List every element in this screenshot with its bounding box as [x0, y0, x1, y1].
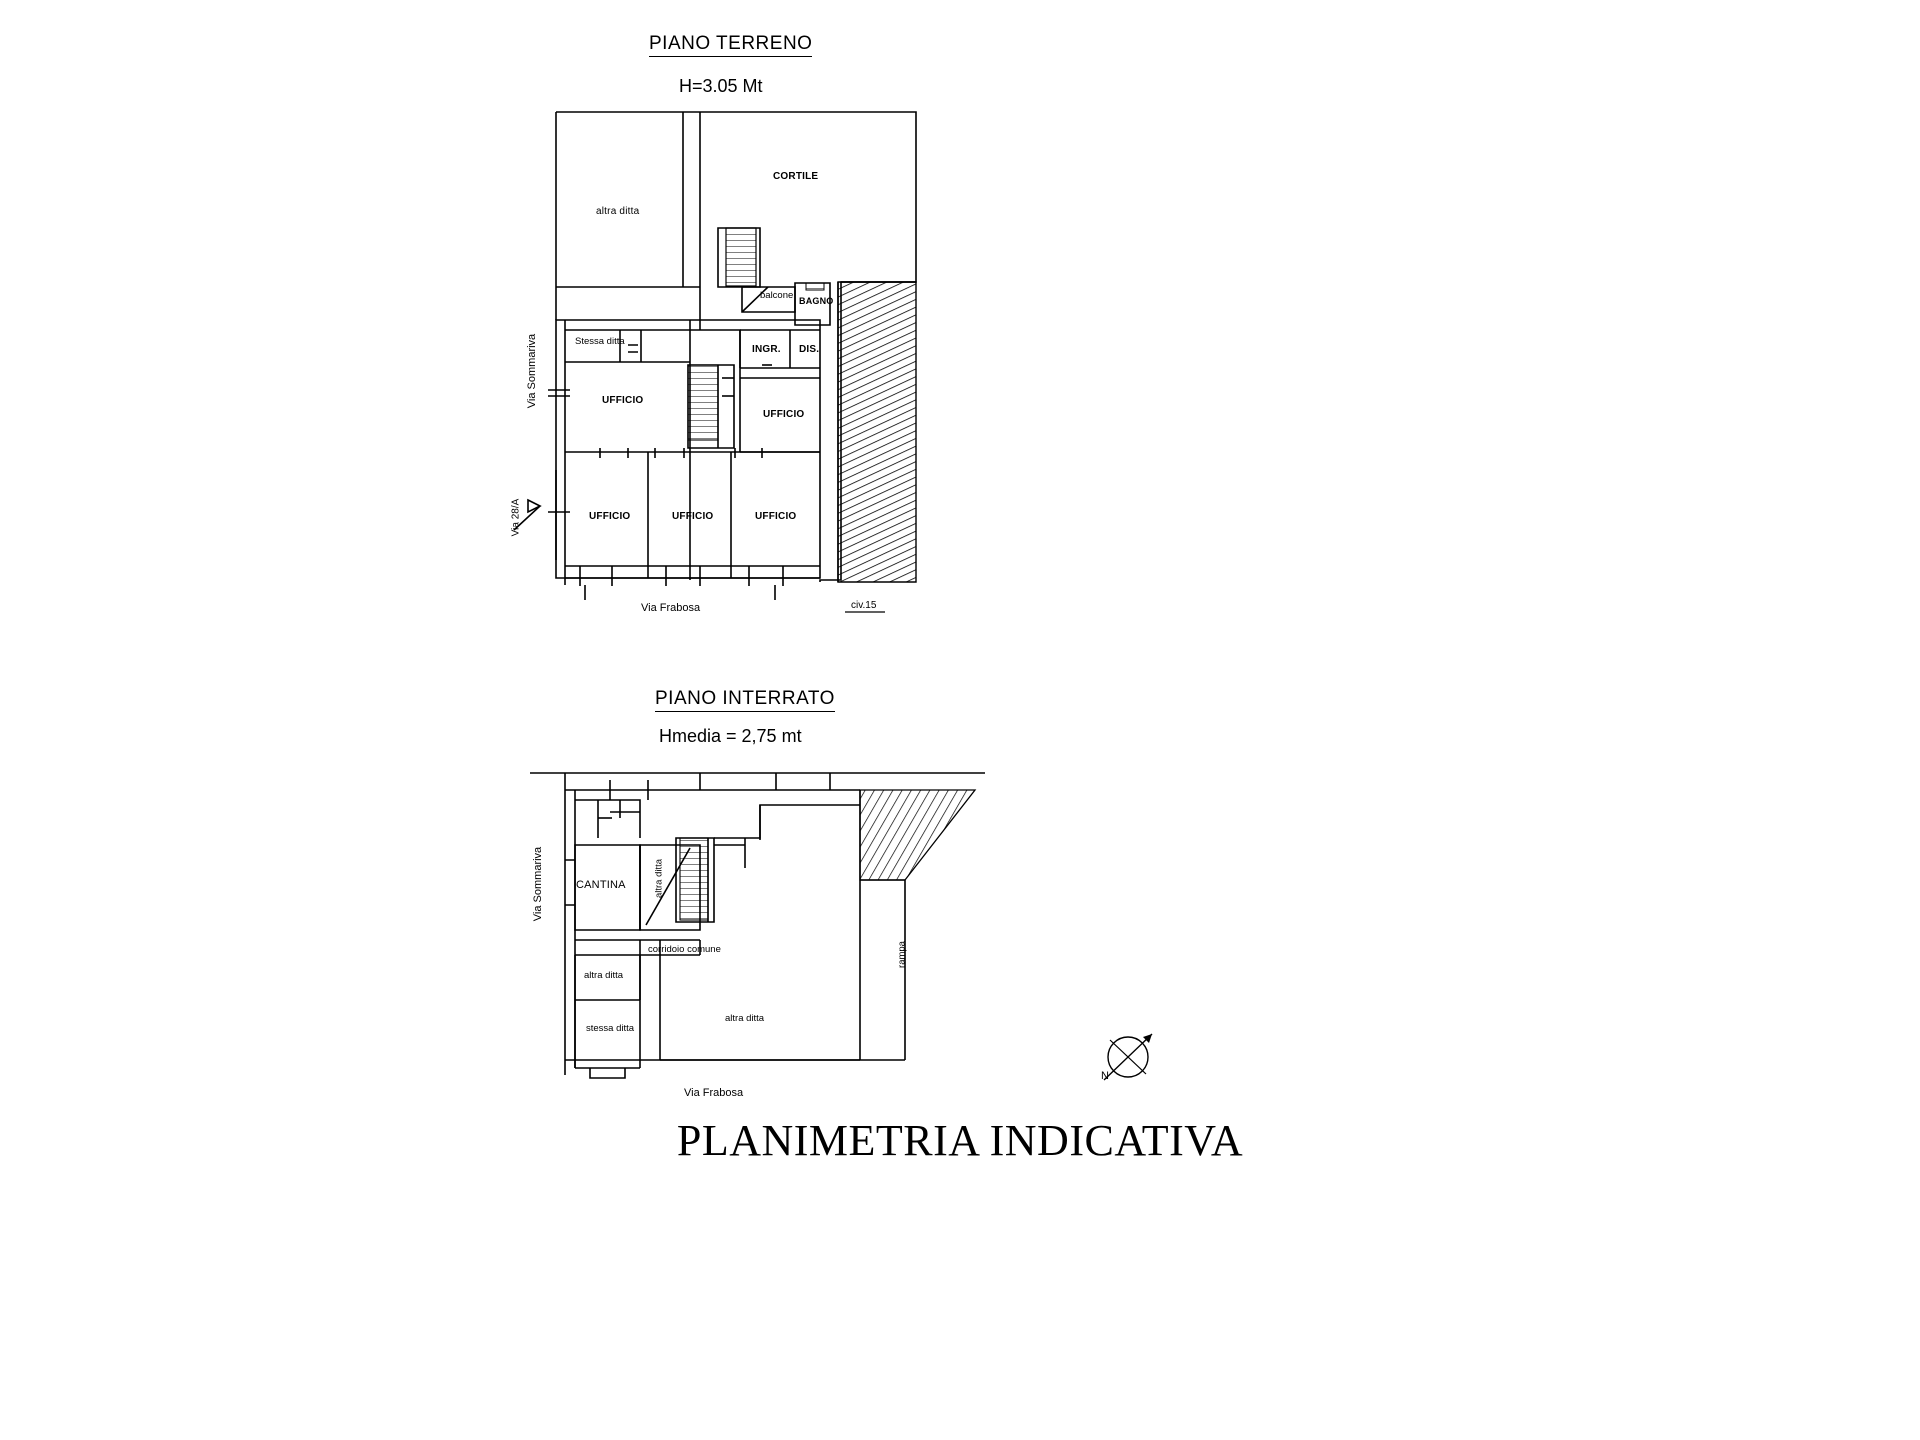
room-label-ufficio-1: UFFICIO [602, 395, 644, 406]
street-label-via-sommariva-basement: Via Sommariva [532, 846, 544, 922]
plan-title-ground-floor: PIANO TERRENO [649, 33, 812, 57]
label-civic-number: civ.15 [851, 600, 877, 611]
room-label-stessa-ditta: Stessa ditta [575, 336, 625, 347]
room-label-altra-ditta-est: altra ditta [725, 1013, 765, 1024]
room-label-cantina: CANTINA [576, 879, 626, 891]
room-label-balcone: balcone [760, 290, 794, 301]
street-label-via-sommariva-ground: Via Sommariva [526, 333, 538, 409]
room-label-ufficio-2: UFFICIO [763, 409, 805, 420]
room-label-altra-ditta-cantina: altra ditta [653, 858, 665, 899]
room-label-corridoio-comune: corridoio comune [648, 944, 721, 955]
document-footer-title: PLANIMETRIA INDICATIVA [676, 1116, 1244, 1165]
room-label-ufficio-5: UFFICIO [755, 511, 797, 522]
room-label-ufficio-3: UFFICIO [589, 511, 631, 522]
room-label-disimpegno: DIS. [799, 344, 820, 355]
street-label-via-frabosa-basement: Via Frabosa [684, 1087, 744, 1099]
street-label-via-frabosa-ground: Via Frabosa [641, 602, 701, 614]
room-label-rampa: rampa [896, 941, 908, 968]
room-label-ingresso: INGR. [752, 344, 781, 355]
room-label-ufficio-4: UFFICIO [672, 511, 714, 522]
plan-subtitle-ground-floor: H=3.05 Mt [679, 76, 763, 96]
room-label-stessa-ditta-basement: stessa ditta [586, 1023, 635, 1034]
plan-title-basement: PIANO INTERRATO [655, 688, 835, 712]
room-label-altra-ditta-ovest: altra ditta [584, 970, 624, 981]
street-label-via-28a: Via 28/A [510, 498, 522, 537]
room-label-altra-ditta: altra ditta [596, 206, 640, 217]
plan-subtitle-basement: Hmedia = 2,75 mt [659, 726, 802, 746]
north-icon: N [1101, 1070, 1109, 1082]
room-label-bagno: BAGNO [799, 296, 834, 306]
room-label-cortile: CORTILE [773, 171, 819, 182]
